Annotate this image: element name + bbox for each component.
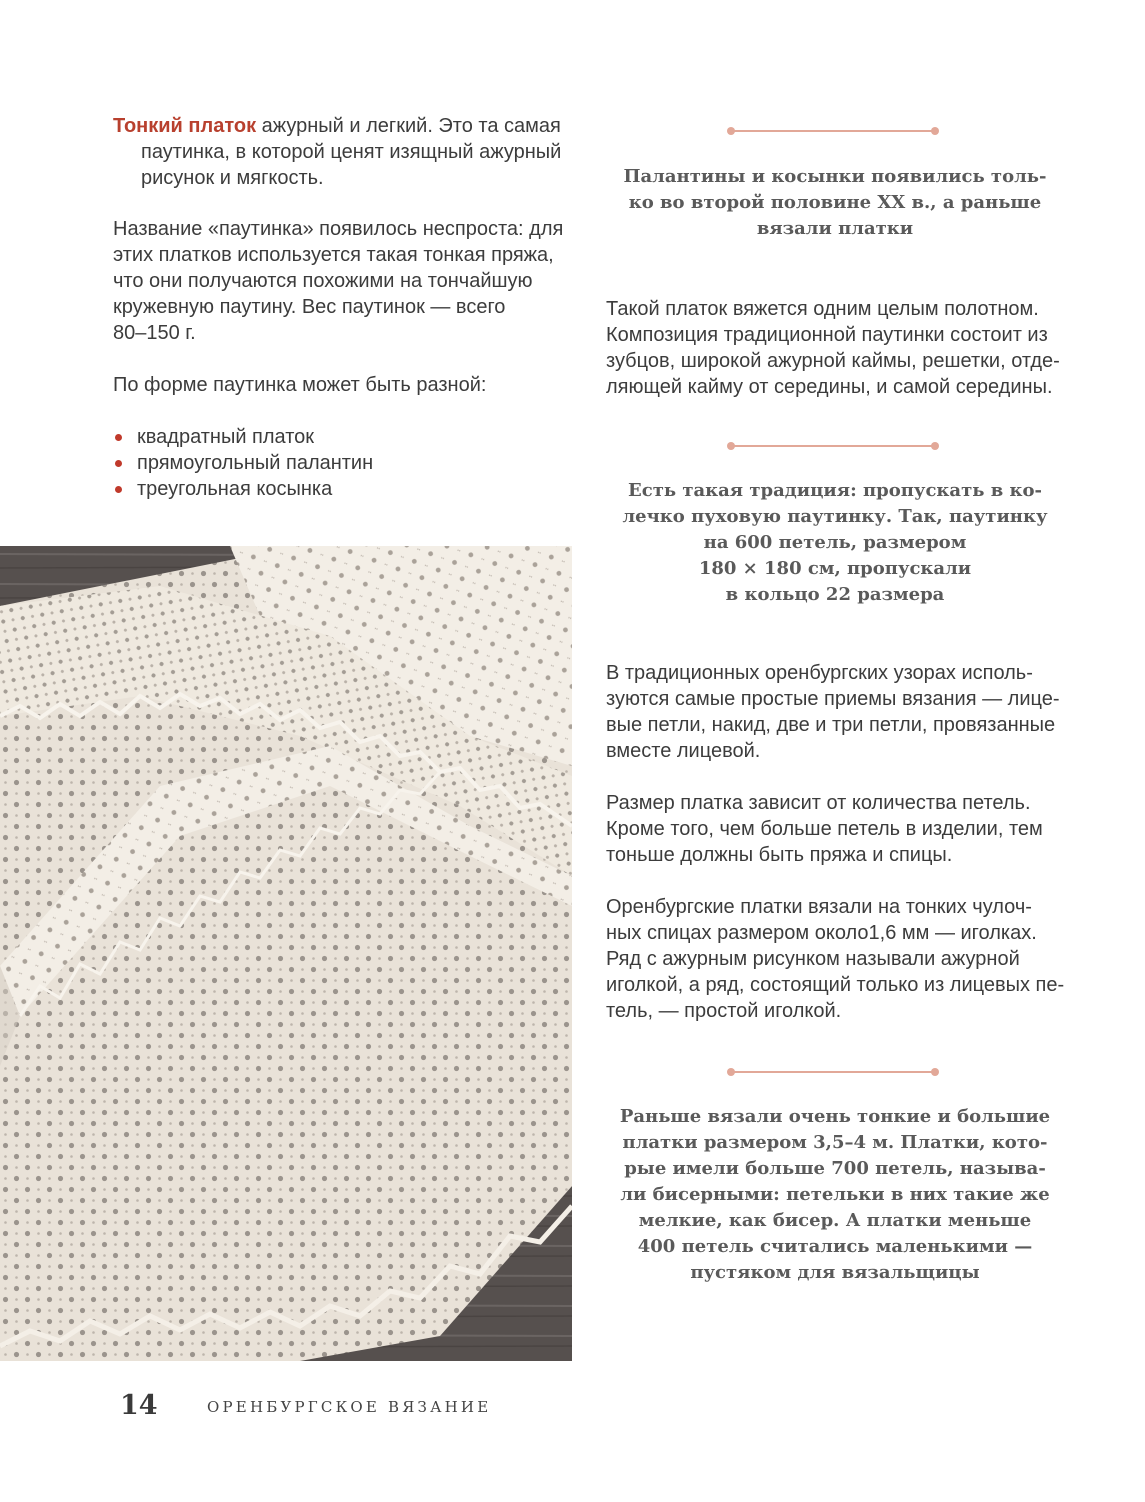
text-line: пустяком для вязальщицы xyxy=(690,1262,980,1283)
page-number: 14 xyxy=(120,1390,158,1421)
intro-text: ажурный и легкий. Это та самая xyxy=(256,115,561,137)
text-line: этих платков используется такая тонкая пряжа, xyxy=(113,244,554,266)
text-line: Есть такая традиция: пропускать в ко- xyxy=(628,480,1042,501)
text-line: Раньше вязали очень тонкие и большие xyxy=(619,1106,1051,1127)
intro-highlight: Тонкий платок xyxy=(113,115,257,137)
text-line: кружевную паутину. Вес паутинок — всего xyxy=(113,296,506,318)
text-line: в кольцо 22 размера xyxy=(725,584,945,605)
text-line: иголкой, а ряд, состоящий только из лицевых пе- xyxy=(606,974,1065,996)
text-line: зуются самые простые приемы вязания — лице- xyxy=(606,688,1060,710)
bullet-icon xyxy=(115,434,122,441)
text-line: мелкие, как бисер. А платки меньше xyxy=(638,1210,1032,1231)
text-line: Кроме того, чем больше петель в изделии, тем xyxy=(606,818,1043,840)
text-line: лечко пуховую паутинку. Так, паутинку xyxy=(622,506,1048,527)
callout-large-shawls xyxy=(600,1104,1070,1286)
text-line: тоньше должны быть пряжа и спицы. xyxy=(606,844,953,866)
bullet-icon xyxy=(115,486,122,493)
text-line: Такой платок вяжется одним целым полотном. xyxy=(606,298,1039,320)
running-title: ОРЕНБУРГСКОЕ ВЯЗАНИЕ xyxy=(207,1398,492,1416)
list-item xyxy=(111,424,571,450)
text-line: Оренбургские платки вязали на тонких чулоч- xyxy=(606,896,1032,918)
text-line: рые имели больше 700 петель, называ- xyxy=(624,1158,1046,1179)
text-line: Размер платка зависит от количества петель. xyxy=(606,792,1031,814)
text-line: вместе лицевой. xyxy=(606,740,761,762)
lace-shawl-photo xyxy=(0,546,572,1361)
text-line: ляющей кайму от середины, и самой середины. xyxy=(606,376,1053,398)
list-item-label: квадратный платок xyxy=(137,426,315,448)
shape-list xyxy=(111,424,571,502)
paragraph-forms xyxy=(113,372,583,398)
text-line: В традиционных оренбургских узорах исполь- xyxy=(606,662,1033,684)
text-line: ко во второй половине XX в., а раньше xyxy=(628,192,1042,213)
text-line: Название «паутинка» появилось неспроста: для xyxy=(113,218,564,240)
text-line: вые петли, накид, две и три петли, провязанные xyxy=(606,714,1056,736)
callout-ring-tradition xyxy=(600,478,1070,608)
paragraph-needles xyxy=(606,894,1076,1024)
paragraph-composition xyxy=(606,296,1076,400)
text-line: Ряд с ажурным рисунком называли ажурной xyxy=(606,948,1020,970)
paragraph-techniques xyxy=(606,660,1076,764)
intro-line: паутинка, в которой ценят изящный ажурный xyxy=(141,141,562,163)
text-line: 400 петель считались маленькими — xyxy=(637,1236,1033,1257)
text-line: зубцов, широкой ажурной каймы, решетки, отде- xyxy=(606,350,1060,372)
text-line: ли бисерными: петельки в них такие же xyxy=(620,1184,1050,1205)
text-line: вязали платки xyxy=(756,218,914,239)
divider xyxy=(727,125,939,137)
text-line: что они получаются похожими на тончайшую xyxy=(113,270,533,292)
divider xyxy=(727,440,939,452)
paragraph-size xyxy=(606,790,1076,868)
text-line: платки размером 3,5–4 м. Платки, кото- xyxy=(622,1132,1048,1153)
text-line: 180 × 180 см, пропускали xyxy=(698,558,972,579)
list-item xyxy=(111,476,571,502)
intro-line: рисунок и мягкость. xyxy=(141,167,324,189)
text-line: Палантины и косынки появились толь- xyxy=(623,166,1047,187)
divider xyxy=(727,1066,939,1078)
text-line: ных спицах размером около1,6 мм — иголках. xyxy=(606,922,1037,944)
intro-paragraph xyxy=(113,113,583,191)
list-item-label: треугольная косынка xyxy=(137,478,333,500)
text-line: Композиция традиционной паутинки состоит из xyxy=(606,324,1048,346)
callout-palantiny xyxy=(600,164,1070,242)
list-item xyxy=(111,450,571,476)
list-item-label: прямоугольный палантин xyxy=(137,452,374,474)
text-line: По форме паутинка может быть разной: xyxy=(113,374,487,396)
text-line: на 600 петель, размером xyxy=(703,532,967,553)
text-line: тель, — простой иголкой. xyxy=(606,1000,842,1022)
paragraph-pautinka-name xyxy=(113,216,583,346)
text-line: 80–150 г. xyxy=(113,322,196,344)
bullet-icon xyxy=(115,460,122,467)
